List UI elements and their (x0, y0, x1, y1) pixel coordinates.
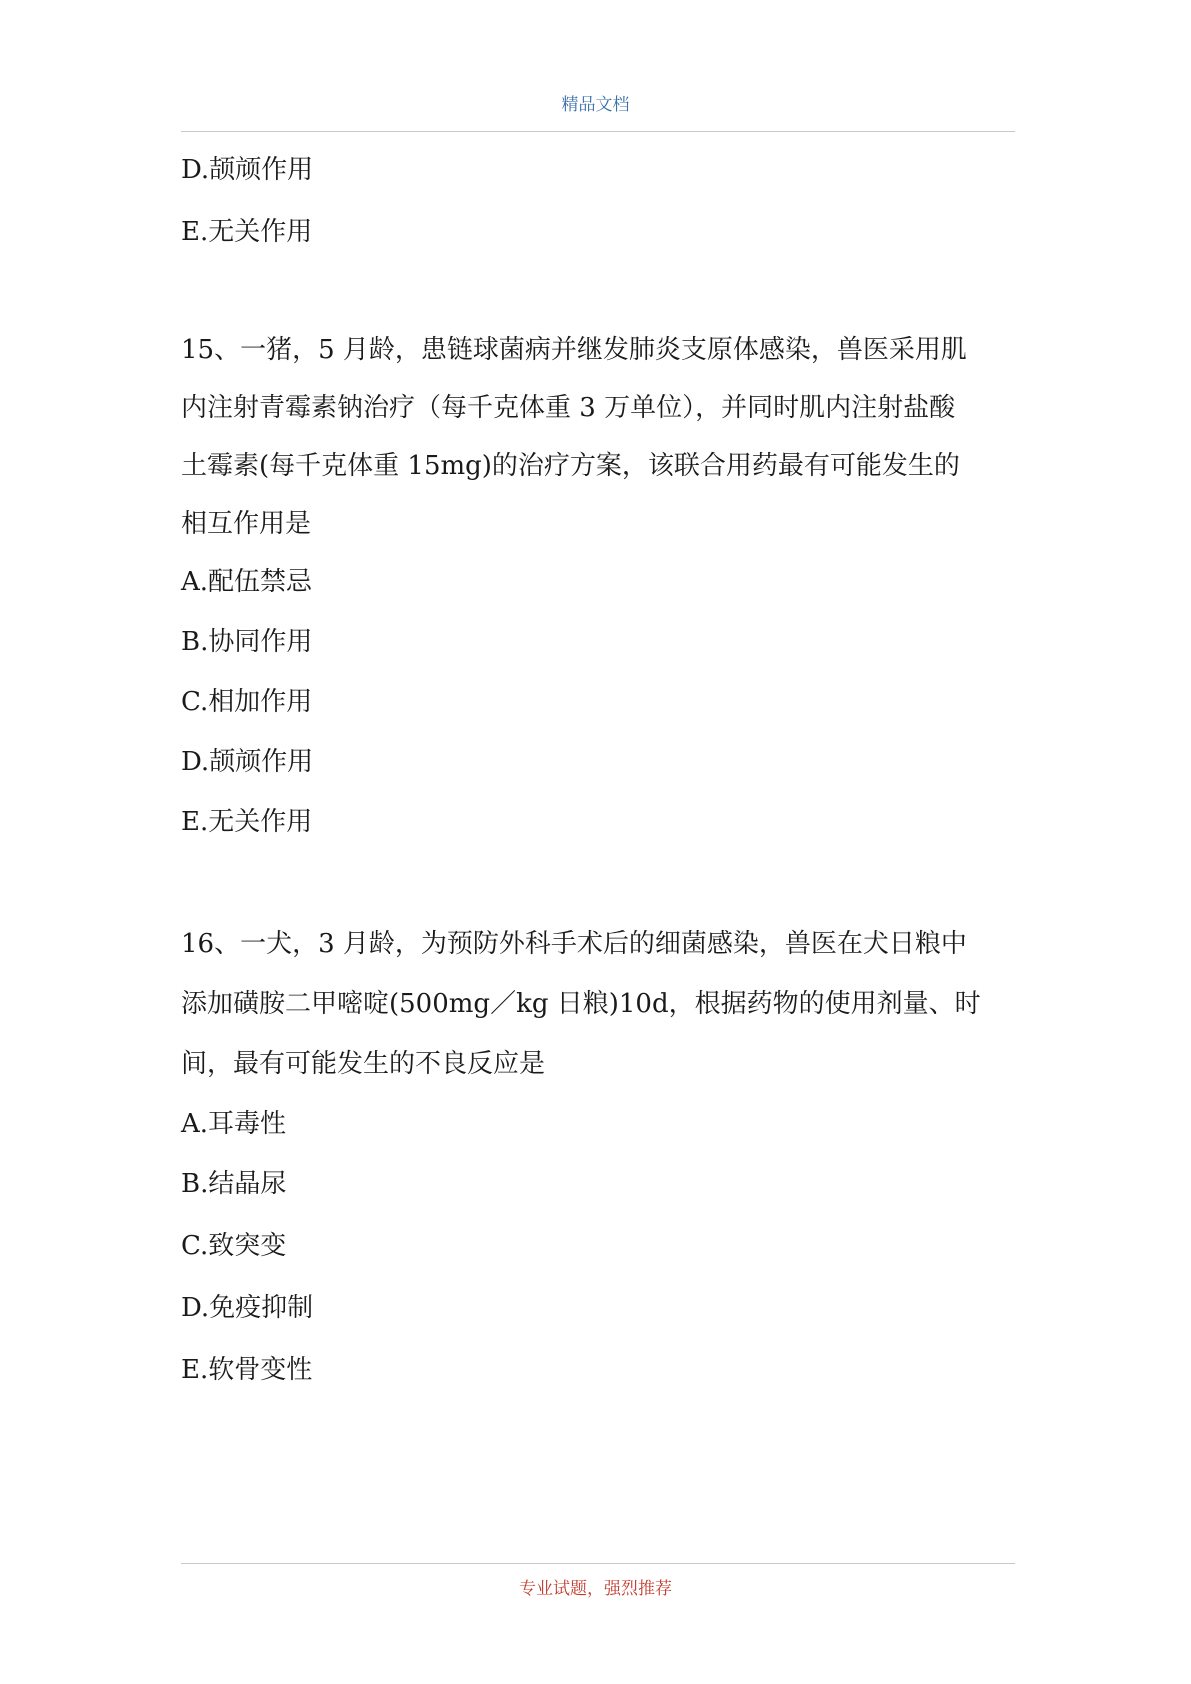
question-15-text-line-1: 15、一猪，5 月龄，患链球菌病并继发肺炎支原体感染，兽医采用肌 (181, 335, 967, 365)
question-16-option-d: D.免疫抑制 (181, 1293, 314, 1323)
header-divider (181, 131, 1015, 132)
question-16-option-e: E.软骨变性 (181, 1355, 313, 1385)
question-16-option-a: A.耳毒性 (181, 1109, 287, 1139)
page-header: 精品文档 (561, 95, 630, 115)
question-16-option-c: C.致突变 (181, 1231, 287, 1261)
question-15-option-d: D.颉颃作用 (181, 747, 314, 777)
question-15-option-b: B.协同作用 (181, 627, 313, 657)
question-16-text-line-1: 16、一犬，3 月龄，为预防外科手术后的细菌感染，兽医在犬日粮中 (181, 929, 967, 959)
question-16-text-line-3: 间，最有可能发生的不良反应是 (181, 1049, 546, 1079)
option-e-prev: E.无关作用 (181, 217, 313, 247)
footer-divider (181, 1563, 1015, 1564)
question-15-option-e: E.无关作用 (181, 807, 313, 837)
option-d-prev: D.颉颃作用 (181, 155, 314, 185)
question-15-text-line-4: 相互作用是 (181, 509, 312, 539)
question-15-text-line-3: 土霉素(每千克体重 15mg)的治疗方案，该联合用药最有可能发生的 (181, 451, 960, 481)
question-15-option-c: C.相加作用 (181, 687, 313, 717)
question-16-text-line-2: 添加磺胺二甲嘧啶(500mg／kg 日粮)10d，根据药物的使用剂量、时 (181, 989, 981, 1019)
page-footer: 专业试题，强烈推荐 (519, 1579, 672, 1599)
question-15-option-a: A.配伍禁忌 (181, 567, 313, 597)
question-16-option-b: B.结晶尿 (181, 1169, 287, 1199)
question-15-text-line-2: 内注射青霉素钠治疗（每千克体重 3 万单位），并同时肌内注射盐酸 (181, 393, 956, 423)
